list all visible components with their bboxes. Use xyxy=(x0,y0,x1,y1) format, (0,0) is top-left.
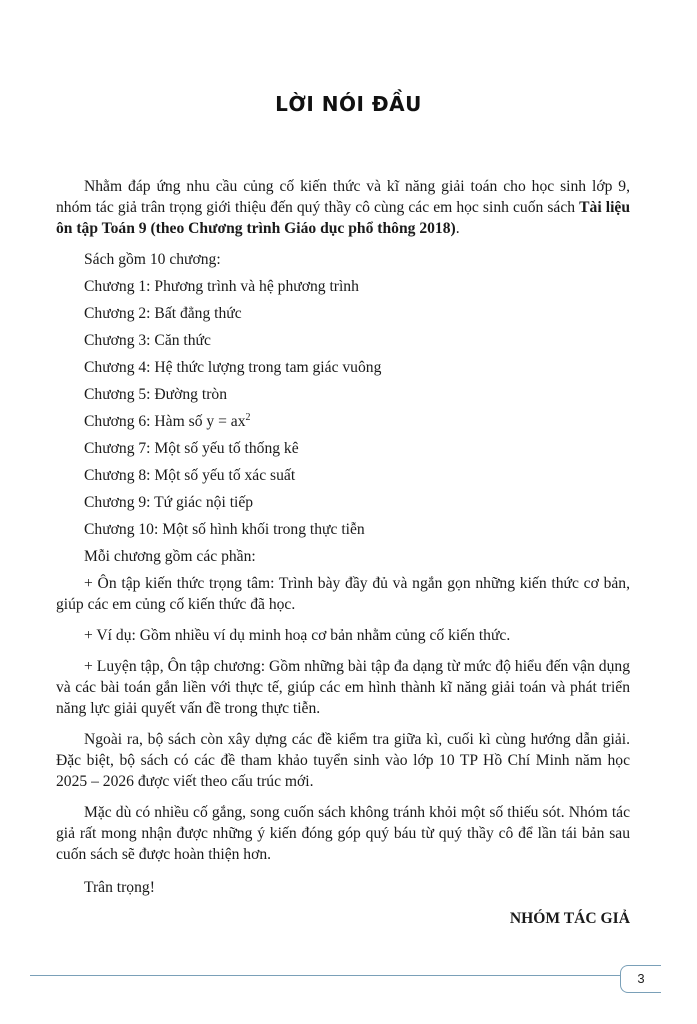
chapter-item: Chương 1: Phương trình và hệ phương trình xyxy=(84,278,359,295)
intro-paragraph xyxy=(56,176,630,239)
chapter-item: Chương 9: Tứ giác nội tiếp xyxy=(84,494,254,511)
sign-off: Trân trọng! xyxy=(84,879,155,896)
chapter-item: Chương 10: Một số hình khối trong thực tiễn xyxy=(84,521,365,538)
chapter-item: Chương 3: Căn thức xyxy=(84,332,211,349)
chapter-item: Chương 5: Đường tròn xyxy=(84,386,227,403)
chapter-6-exponent: 2 xyxy=(245,412,251,423)
preface-body xyxy=(56,176,630,929)
footer-rule xyxy=(30,975,620,976)
part-paragraph: + Luyện tập, Ôn tập chương: Gồm những bài tập đa dạng từ mức độ hiểu đến vận dụng và các bài toán gắn liền với thực tế, giúp các em hình thành kĩ năng giải toán và phát triển năng lực giải quyết vấn đề trong thực tiễn. xyxy=(56,658,630,717)
page-number: 3 xyxy=(620,965,661,993)
parts-heading: Mỗi chương gồm các phần: xyxy=(84,548,256,565)
book-title: Tài liệu ôn tập Toán 9 (theo Chương trình Giáo dục phổ thông 2018) xyxy=(56,199,630,237)
chapter-item: Chương 7: Một số yếu tố thống kê xyxy=(84,440,299,457)
chapters-heading: Sách gồm 10 chương: xyxy=(84,251,221,268)
page-title: LỜI NÓI ĐẦU xyxy=(275,92,422,116)
part-paragraph: + Ví dụ: Gồm nhiều ví dụ minh hoạ cơ bản nhằm củng cố kiến thức. xyxy=(84,627,511,644)
extra-paragraph: Ngoài ra, bộ sách còn xây dựng các đề kiểm tra giữa kì, cuối kì cùng hướng dẫn giải. Đặc biệt, bộ sách có các đề tham khảo tuyển sinh vào lớp 10 TP Hồ Chí Minh năm học 2025 – 2026 được viết theo cấu trúc mới. xyxy=(56,731,630,790)
intro-end: . xyxy=(455,220,460,237)
chapter-item: Chương 8: Một số yếu tố xác suất xyxy=(84,467,296,484)
chapter-6-text: Chương 6: Hàm số y = ax xyxy=(84,413,246,430)
chapter-item: Chương 2: Bất đẳng thức xyxy=(84,305,242,322)
chapter-item: Chương 4: Hệ thức lượng trong tam giác vuông xyxy=(84,359,382,376)
closing-paragraph: Mặc dù có nhiều cố gắng, song cuốn sách không tránh khỏi một số thiếu sót. Nhóm tác giả rất mong nhận được những ý kiến đóng góp quý báu từ quý thầy cô để lần tái bản sau cuốn sách sẽ được hoàn thiện hơn. xyxy=(56,804,630,863)
part-paragraph: + Ôn tập kiến thức trọng tâm: Trình bày đầy đủ và ngắn gọn những kiến thức cơ bản, giúp các em củng cố kiến thức đã học. xyxy=(56,575,630,613)
intro-text: Nhằm đáp ứng nhu cầu củng cố kiến thức và kĩ năng giải toán cho học sinh lớp 9, nhóm tác giả trân trọng giới thiệu đến quý thầy cô cùng các em học sinh cuốn sách xyxy=(56,178,630,216)
author-signature: NHÓM TÁC GIẢ xyxy=(509,910,630,927)
chapter-item-6 xyxy=(84,411,630,432)
